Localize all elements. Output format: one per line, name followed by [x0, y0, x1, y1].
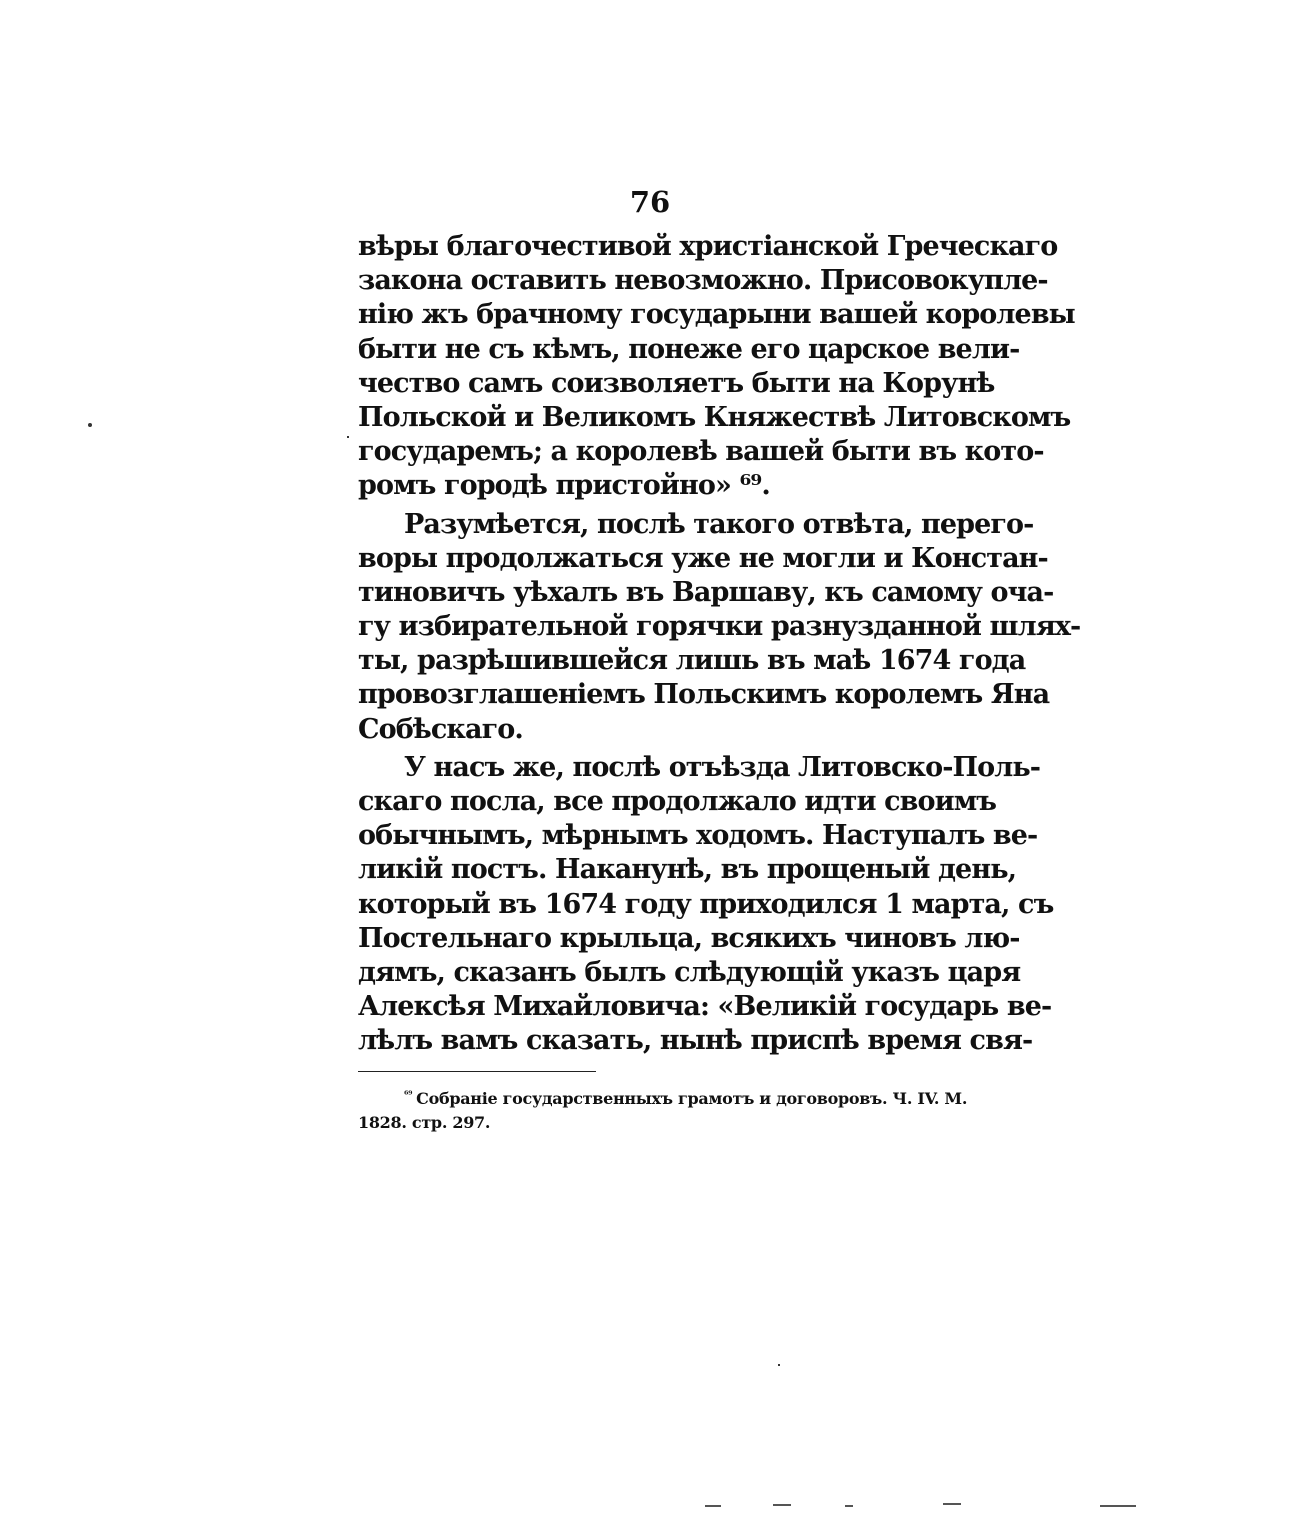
scan-dash [773, 1504, 791, 1506]
text-line: скаго посла, все продолжало идти своимъ [358, 786, 997, 817]
footnote-divider [358, 1071, 596, 1072]
text-line: быти не съ кѣмъ, понеже его царское вели- [358, 333, 1020, 365]
text-line: ромъ городѣ пристойно» ⁶⁹. [358, 470, 770, 502]
text-line: Польской и Великомъ Княжествѣ Литовскомъ [358, 401, 1071, 433]
text-line: провозглашеніемъ Польскимъ королемъ Яна [358, 679, 1050, 711]
scan-dash [943, 1503, 961, 1505]
text-line: гу избирательной горячки разнузданной шлях- [358, 611, 1081, 643]
text-line: дямъ, сказанъ былъ слѣдующій указъ царя [358, 956, 1021, 988]
scan-speck [778, 1364, 780, 1366]
text-line: нію жъ брачному государыни вашей королевы [358, 299, 1075, 331]
text-line: лѣлъ вамъ сказать, нынѣ приспѣ время свя- [358, 1025, 1033, 1057]
page-number: 76 [629, 185, 671, 219]
body-text [358, 230, 1081, 1059]
text-line: который въ 1674 году приходился 1 марта, съ [358, 888, 1054, 920]
scan-dash [845, 1505, 853, 1507]
paragraph [358, 751, 1054, 1059]
text-line: тиновичъ уѣхалъ въ Варшаву, къ самому оча- [358, 576, 1054, 608]
footnote-line [358, 1082, 968, 1109]
footnote-line: 1828. стр. 297. [358, 1113, 491, 1132]
scan-dash [705, 1505, 721, 1507]
paragraph [358, 230, 1075, 504]
text-line: государемъ; а королевѣ вашей быти въ кото- [358, 436, 1044, 468]
text-line: воры продолжаться уже не могли и Констан- [358, 542, 1048, 574]
text-line: Алексѣя Михайловича: «Великій государь ве- [358, 991, 1052, 1023]
text-line: ты, разрѣшившейся лишь въ маѣ 1674 года [358, 645, 1026, 677]
text-line: чество самъ соизволяетъ быти на Корунѣ [358, 367, 995, 399]
footnote-marker: ⁶⁹ [404, 1090, 413, 1101]
footnote [358, 1082, 968, 1136]
text-line: Постельнаго крыльца, всякихъ чиновъ лю- [358, 922, 1020, 954]
scan-speck [347, 436, 349, 438]
paragraph [358, 508, 1081, 747]
text-line: Собѣскаго. [358, 713, 523, 745]
scan-dash [1100, 1505, 1136, 1507]
scan-speck [88, 423, 92, 427]
text-line: ликій постъ. Наканунѣ, въ прощеный день, [358, 854, 1017, 886]
text-line: У насъ же, послѣ отъѣзда Литовско-Поль- [404, 751, 1041, 783]
text-line: закона оставить невозможно. Присовокупле- [358, 265, 1048, 297]
text-line: вѣры благочестивой христіанской Греческаго [358, 231, 1058, 262]
text-line: обычнымъ, мѣрнымъ ходомъ. Наступалъ ве- [358, 820, 1038, 852]
footnote-text: Собраніе государственныхъ грамотъ и договоровъ. Ч. IV. М. [416, 1089, 968, 1108]
text-line: Разумѣется, послѣ такого отвѣта, перего- [404, 508, 1034, 540]
